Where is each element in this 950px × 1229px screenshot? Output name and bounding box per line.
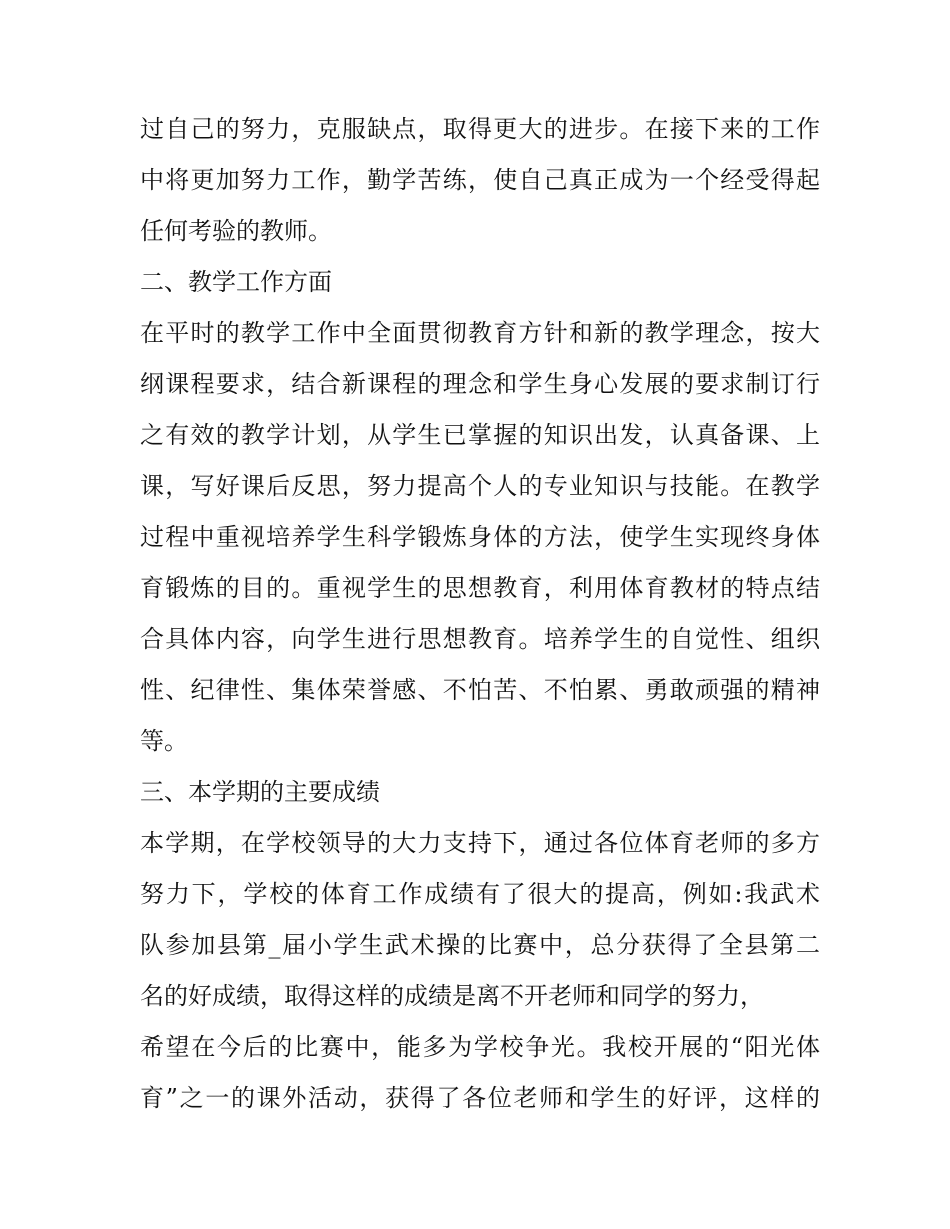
text-line-6: 纲课程要求，结合新课程的理念和学生身心发展的要求制订行 bbox=[140, 370, 820, 398]
text-line-19: 希望在今后的比赛中，能多为学校争光。我校开展的“阳光体 bbox=[140, 1033, 820, 1061]
section-heading-achievements: 三、本学期的主要成绩 bbox=[140, 778, 380, 806]
text-line-5: 在平时的教学工作中全面贯彻教育方针和新的教学理念，按大 bbox=[140, 319, 820, 347]
text-line-3: 任何考验的教师。 bbox=[140, 217, 332, 245]
text-line-9: 过程中重视培养学生科学锻炼身体的方法，使学生实现终身体 bbox=[140, 523, 820, 551]
text-line-8: 课，写好课后反思，努力提高个人的专业知识与技能。在教学 bbox=[140, 472, 820, 500]
text-line-16: 努力下，学校的体育工作成绩有了很大的提高，例如:我武术 bbox=[140, 880, 820, 908]
text-line-15: 本学期，在学校领导的大力支持下，通过各位体育老师的多方 bbox=[140, 829, 820, 857]
text-line-12: 性、纪律性、集体荣誉感、不怕苦、不怕累、勇敢顽强的精神 bbox=[140, 676, 820, 704]
text-line-11: 合具体内容，向学生进行思想教育。培养学生的自觉性、组织 bbox=[140, 625, 820, 653]
text-line-7: 之有效的教学计划，从学生已掌握的知识出发，认真备课、上 bbox=[140, 421, 820, 449]
text-line-13: 等。 bbox=[140, 727, 188, 755]
section-heading-teaching-work: 二、教学工作方面 bbox=[140, 268, 332, 296]
text-line-1: 过自己的努力，克服缺点，取得更大的进步。在接下来的工作 bbox=[140, 115, 820, 143]
text-line-2: 中将更加努力工作，勤学苦练，使自己真正成为一个经受得起 bbox=[140, 166, 820, 194]
body-text bbox=[140, 104, 820, 1124]
text-line-20: 育”之一的课外活动，获得了各位老师和学生的好评，这样的 bbox=[140, 1084, 820, 1112]
text-line-18: 名的好成绩，取得这样的成绩是离不开老师和同学的努力， bbox=[140, 982, 764, 1010]
text-line-17: 队参加县第_届小学生武术操的比赛中，总分获得了全县第二 bbox=[140, 931, 820, 959]
text-line-10: 育锻炼的目的。重视学生的思想教育，利用体育教材的特点结 bbox=[140, 574, 820, 602]
